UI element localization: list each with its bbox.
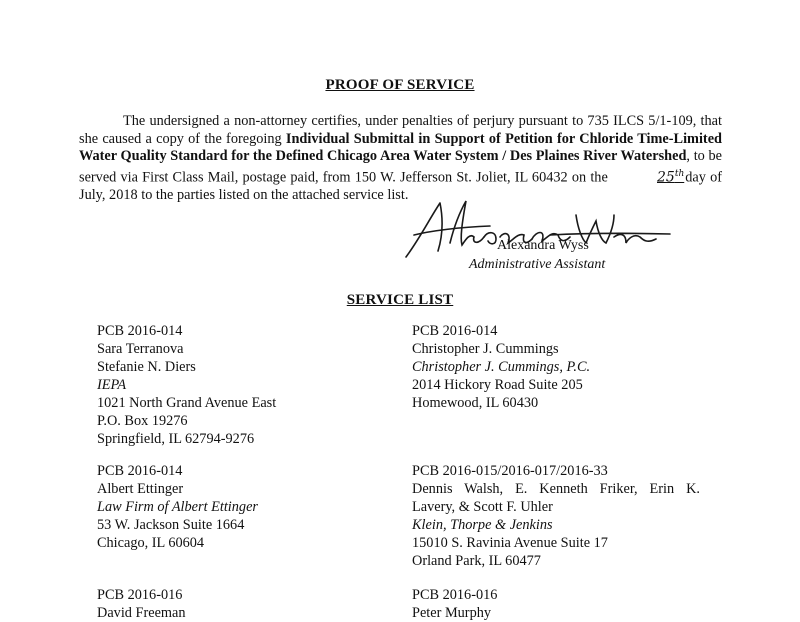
day-number: 25	[657, 169, 675, 186]
case-number: PCB 2016-014	[412, 323, 498, 339]
party-name: Peter Murphy	[412, 605, 492, 621]
service-entry	[412, 462, 700, 570]
service-entry	[97, 462, 258, 552]
address-line: 15010 S. Ravinia Avenue Suite 17	[412, 535, 608, 551]
organization-name: IEPA	[97, 377, 127, 393]
address-line: Chicago, IL 60604	[97, 535, 205, 551]
party-names: Dennis Walsh, E. Kenneth Friker, Erin K.	[412, 481, 700, 497]
certification-text-2: , to be served via First Class Mail, postage paid, from 150 W. Jefferson St. Joliet, IL 60432 on the	[79, 148, 722, 186]
party-names: Lavery, & Scott F. Uhler	[412, 499, 553, 515]
party-name: Christopher J. Cummings	[412, 341, 559, 357]
address-line: 2014 Hickory Road Suite 205	[412, 377, 583, 393]
service-list-title: SERVICE LIST	[346, 292, 454, 308]
handwritten-day	[612, 166, 685, 187]
case-number: PCB 2016-015/2016-017/2016-33	[412, 463, 608, 479]
service-entry	[412, 322, 590, 412]
service-entry	[97, 586, 186, 622]
party-name: David Freeman	[97, 605, 186, 621]
case-number: PCB 2016-016	[412, 587, 498, 603]
case-number: PCB 2016-014	[97, 323, 183, 339]
case-number: PCB 2016-014	[97, 463, 183, 479]
certification-text-1: The undersigned a non-attorney certifies, under penalties of perjury pursuant to 735 ILCS 5/1-109, that she caused a copy of the foregoing	[79, 113, 722, 147]
service-entry	[97, 322, 276, 448]
address-line: 1021 North Grand Avenue East	[97, 395, 277, 411]
certification-paragraph	[79, 113, 722, 205]
page-title: PROOF OF SERVICE	[325, 77, 475, 93]
certification-text-3: day of July, 2018 to the parties listed on the attached service list.	[79, 169, 722, 204]
signer-role: Administrative Assistant	[469, 257, 606, 272]
organization-name: Klein, Thorpe & Jenkins	[412, 517, 553, 533]
document-title-bold: Individual Submittal in Support of Petition for Chloride Time-Limited Water Quality Standard for the Defined Chicago Area Water System / Des Plaines River Watershed	[79, 130, 722, 165]
signer-name: Alexandra Wyss	[497, 238, 589, 253]
organization-name: Christopher J. Cummings, P.C.	[412, 359, 591, 375]
day-suffix: th	[674, 168, 685, 179]
organization-name: Law Firm of Albert Ettinger	[97, 499, 258, 515]
address-line: 53 W. Jackson Suite 1664	[97, 517, 245, 533]
service-entry	[412, 586, 497, 622]
address-line: Springfield, IL 62794-9276	[97, 431, 255, 447]
party-name: Albert Ettinger	[97, 481, 184, 497]
address-line: P.O. Box 19276	[97, 413, 188, 429]
address-line: Homewood, IL 60430	[412, 395, 539, 411]
case-number: PCB 2016-016	[97, 587, 183, 603]
party-name: Sara Terranova	[97, 341, 184, 357]
address-line: Orland Park, IL 60477	[412, 553, 541, 569]
party-name: Stefanie N. Diers	[97, 359, 196, 375]
